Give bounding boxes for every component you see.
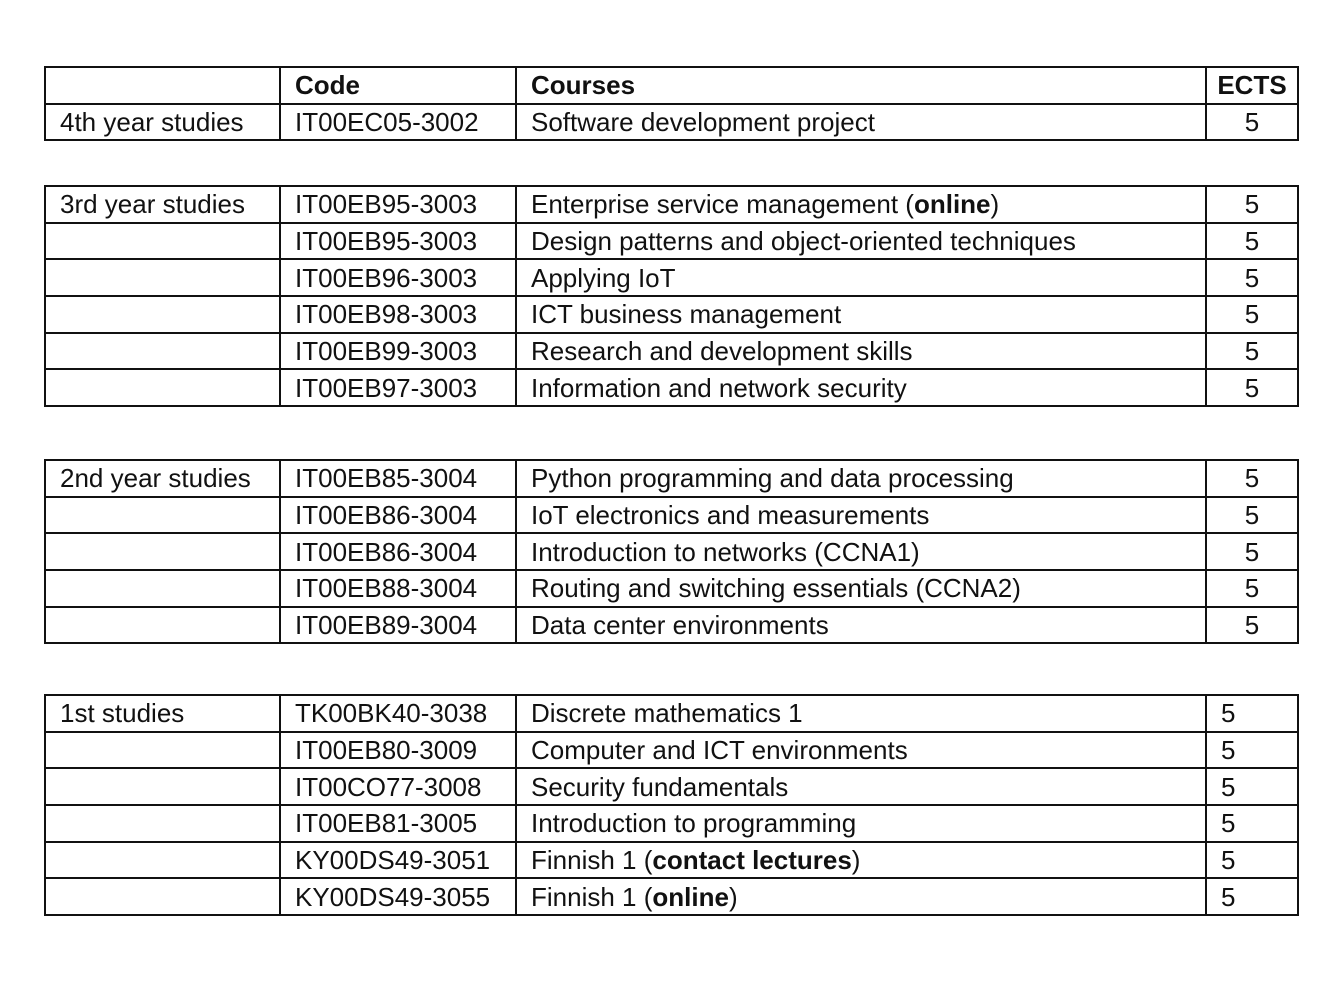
course-name: Introduction to programming — [516, 805, 1206, 842]
table-2nd-year — [44, 459, 1299, 644]
year-label: 1st studies — [45, 695, 280, 732]
course-name — [516, 842, 1206, 879]
header-row — [45, 67, 1298, 104]
course-name: Computer and ICT environments — [516, 732, 1206, 769]
course-name: Applying IoT — [516, 259, 1206, 296]
header-year — [45, 67, 280, 104]
year-label-empty — [45, 369, 280, 406]
course-name: Design patterns and object-oriented techniques — [516, 223, 1206, 260]
course-code: IT00EB88-3004 — [280, 570, 516, 607]
table-row — [45, 878, 1298, 915]
course-ects: 5 — [1206, 533, 1298, 570]
course-name — [516, 878, 1206, 915]
course-code: IT00EB80-3009 — [280, 732, 516, 769]
course-name: Python programming and data processing — [516, 460, 1206, 497]
course-code: IT00EB95-3003 — [280, 223, 516, 260]
course-code: IT00EB98-3003 — [280, 296, 516, 333]
year-label-empty — [45, 768, 280, 805]
course-ects: 5 — [1206, 842, 1298, 879]
course-name: Software development project — [516, 104, 1206, 141]
course-name-tail: ) — [728, 881, 738, 912]
table-row — [45, 186, 1298, 223]
course-code: TK00BK40-3038 — [280, 695, 516, 732]
course-code: IT00EC05-3002 — [280, 104, 516, 141]
table-row — [45, 842, 1298, 879]
course-name-tail: ) — [851, 845, 861, 876]
course-ects: 5 — [1206, 223, 1298, 260]
course-ects: 5 — [1206, 186, 1298, 223]
table-row — [45, 259, 1298, 296]
table-row — [45, 805, 1298, 842]
year-label: 3rd year studies — [45, 186, 280, 223]
year-label-empty — [45, 805, 280, 842]
course-code: IT00EB89-3004 — [280, 607, 516, 644]
table-row — [45, 333, 1298, 370]
header-code: Code — [280, 67, 516, 104]
course-name: Security fundamentals — [516, 768, 1206, 805]
table-row — [45, 570, 1298, 607]
year-label-empty — [45, 533, 280, 570]
course-name: Data center environments — [516, 607, 1206, 644]
course-name: Information and network security — [516, 369, 1206, 406]
course-code: IT00CO77-3008 — [280, 768, 516, 805]
course-name-tail: ) — [990, 189, 1000, 220]
course-code: IT00EB81-3005 — [280, 805, 516, 842]
course-name-text: Finnish 1 ( — [531, 845, 653, 876]
year-label-empty — [45, 333, 280, 370]
course-ects: 5 — [1206, 369, 1298, 406]
header-courses: Courses — [516, 67, 1206, 104]
header-ects: ECTS — [1206, 67, 1298, 104]
course-name: ICT business management — [516, 296, 1206, 333]
year-label-empty — [45, 223, 280, 260]
course-code: IT00EB96-3003 — [280, 259, 516, 296]
year-label-empty — [45, 732, 280, 769]
course-name: Research and development skills — [516, 333, 1206, 370]
course-ects: 5 — [1206, 333, 1298, 370]
course-mode: contact lectures — [652, 845, 852, 876]
course-name-text: Enterprise service management ( — [531, 189, 914, 220]
year-label-empty — [45, 842, 280, 879]
course-mode: online — [652, 881, 729, 912]
course-code: IT00EB97-3003 — [280, 369, 516, 406]
year-label-empty — [45, 570, 280, 607]
year-label: 2nd year studies — [45, 460, 280, 497]
course-ects: 5 — [1206, 259, 1298, 296]
course-mode: online — [913, 189, 991, 220]
course-ects: 5 — [1206, 732, 1298, 769]
table-4th-year — [44, 66, 1299, 141]
year-label-empty — [45, 296, 280, 333]
course-ects: 5 — [1206, 497, 1298, 534]
table-row — [45, 768, 1298, 805]
course-ects: 5 — [1206, 878, 1298, 915]
table-row — [45, 533, 1298, 570]
table-row — [45, 607, 1298, 644]
table-row — [45, 732, 1298, 769]
course-name: Introduction to networks (CCNA1) — [516, 533, 1206, 570]
course-name: Routing and switching essentials (CCNA2) — [516, 570, 1206, 607]
year-label-empty — [45, 497, 280, 534]
course-code: KY00DS49-3055 — [280, 878, 516, 915]
course-name-text: Finnish 1 ( — [531, 881, 653, 912]
course-code: IT00EB99-3003 — [280, 333, 516, 370]
course-name: IoT electronics and measurements — [516, 497, 1206, 534]
course-ects: 5 — [1206, 805, 1298, 842]
course-ects: 5 — [1206, 607, 1298, 644]
course-name: Discrete mathematics 1 — [516, 695, 1206, 732]
course-ects: 5 — [1206, 296, 1298, 333]
table-1st-year — [44, 694, 1299, 916]
course-ects: 5 — [1206, 695, 1298, 732]
year-label-empty — [45, 259, 280, 296]
year-label-empty — [45, 878, 280, 915]
table-3rd-year — [44, 185, 1299, 407]
table-row — [45, 695, 1298, 732]
table-row — [45, 497, 1298, 534]
course-ects: 5 — [1206, 460, 1298, 497]
course-code: IT00EB86-3004 — [280, 533, 516, 570]
course-ects: 5 — [1206, 104, 1298, 141]
course-code: KY00DS49-3051 — [280, 842, 516, 879]
course-code: IT00EB95-3003 — [280, 186, 516, 223]
course-ects: 5 — [1206, 570, 1298, 607]
year-label: 4th year studies — [45, 104, 280, 141]
table-row — [45, 104, 1298, 141]
course-ects: 5 — [1206, 768, 1298, 805]
table-row — [45, 296, 1298, 333]
table-row — [45, 369, 1298, 406]
course-name — [516, 186, 1206, 223]
year-label-empty — [45, 607, 280, 644]
course-code: IT00EB85-3004 — [280, 460, 516, 497]
course-code: IT00EB86-3004 — [280, 497, 516, 534]
table-row — [45, 460, 1298, 497]
table-row — [45, 223, 1298, 260]
